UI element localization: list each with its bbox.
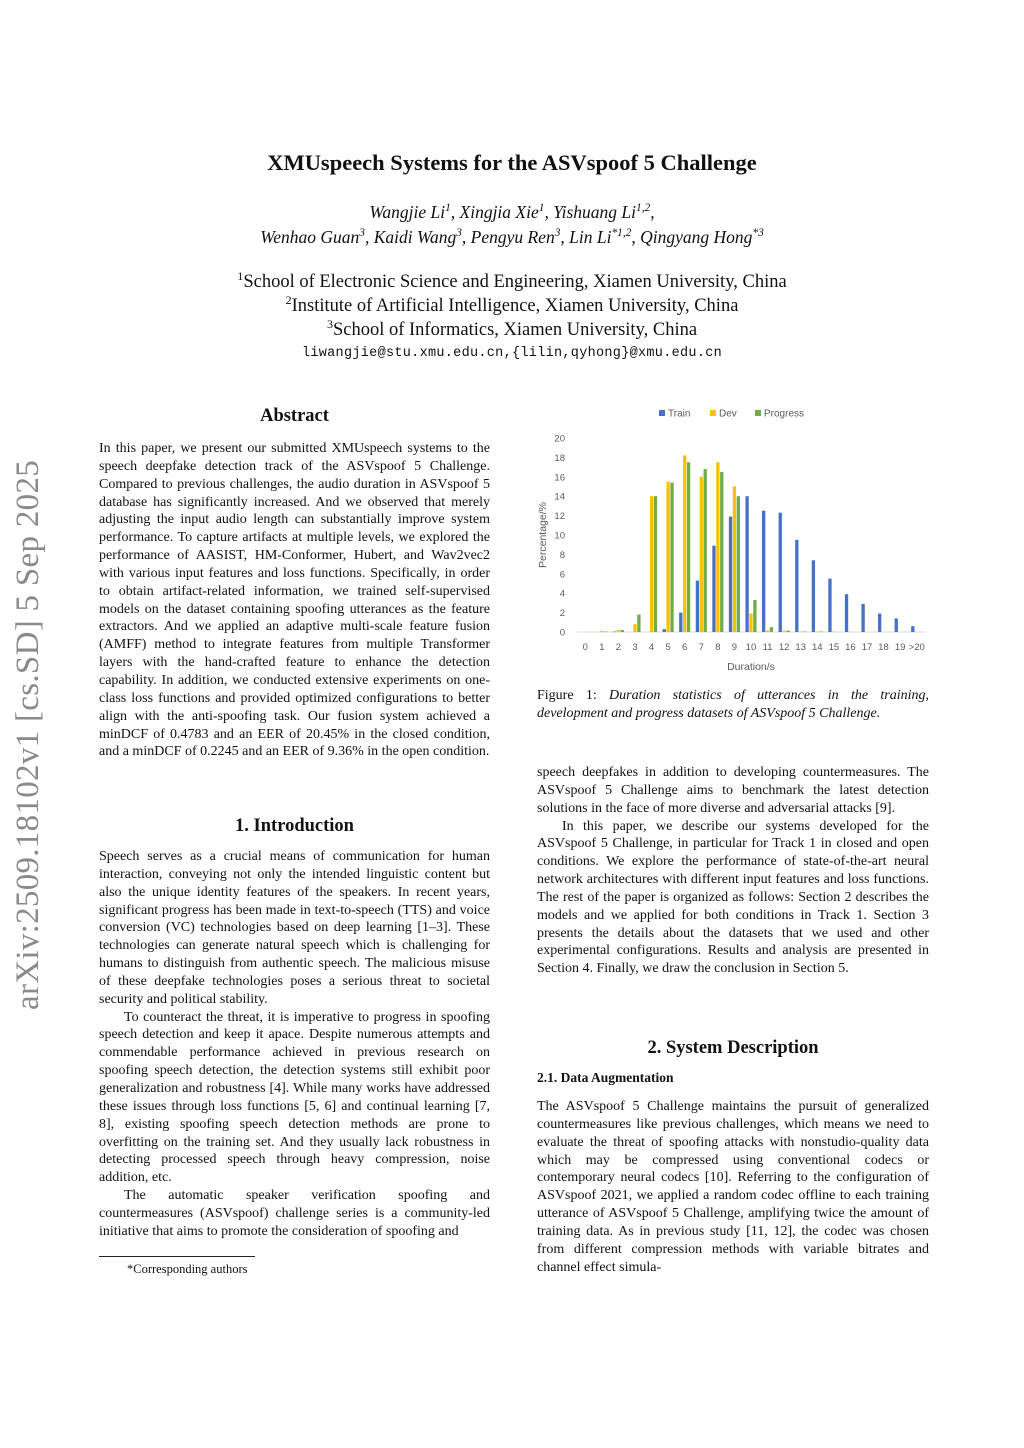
intro-paragraph-4: speech deepfakes in addition to developing countermeasures. The ASVspoof 5 Challenge aims to benchmark the latest detection solutions in the face of more diverse and adversarial attacks [9]. [537,765,929,816]
x-tick-label: 0 [582,642,588,653]
y-tick-label: 10 [554,530,565,542]
x-tick-label: 2 [615,642,622,653]
bar-train [911,626,914,632]
legend-swatch-dev [710,410,716,416]
y-tick-label: 0 [559,627,565,639]
x-tick-label: 8 [715,642,721,653]
data-augmentation-text: The ASVspoof 5 Challenge maintains the pursuit of generalized countermeasures like previous challenges, which means we need to evaluate the threat of spoofing attacks with nonstudio-quality data which may be compressed using conventional codecs or contemporary neural codecs [10]. Referring to the configuration of ASVspoof 2021, we applied a random codec offline to each training utterance of ASVspoof 5 Challenge, amplifying twice the amount of training data. As in previous study [11, 12], the codec was chosen from different compression methods with variable bitrates and channel effect simula- [537,1099,929,1275]
authors-line-1 [0,202,1024,223]
author-separator: , [450,202,460,222]
x-tick-label: 13 [795,642,806,653]
affiliation-text: School of Electronic Science and Engineering, Xiamen University, China [243,272,787,292]
section-2-heading: 2. System Description [647,1038,819,1058]
bar-train [745,496,748,632]
authors-line-2 [0,227,1024,248]
x-tick-label: 1 [599,642,605,653]
bar-dev [799,632,802,633]
bar-dev [832,632,835,633]
author-affiliation-mark: 3 [554,227,561,240]
abstract-text: In this paper, we present our submitted XMUspeech systems to the speech deepfake detection track of the ASVspoof 5 Challenge. Compared to previous challenges, the audio duration in ASVspoof 5 database has significantly increased. And we observed that merely adjusting the input audio length can substantially improve system performance. To capture artifacts at multiple levels, we explored the performance of AASIST, HM-Conformer, Hubert, and Wav2vec2 with various input features and loss functions. Specifically, in order to obtain artifact-related information, we trained self-supervised models on the dataset containing spoofing utterances as the feature extractors. And we applied an adaptive multi-scale feature fusion (AMFF) method to integrate features from multiple Transformer layers with the hand-crafted feature to enhance the detection capability. In addition, we conducted extensive experiments on one-class loss functions and provided optimized configurations to better align with the anti-spoofing task. Our fusion system achieved a minDCF of 0.4783 and an EER of 20.45% in the closed condition, and a minDCF of 0.2245 and an EER of 9.36% in the open condition. [99,441,490,760]
bar-train [613,632,616,633]
y-tick-label: 8 [559,549,565,561]
figure-caption-text: Duration statistics of utterances in the training, development and progress datasets of ASVspoof 5 Challenge. [537,688,929,721]
bar-progress [786,631,789,632]
y-tick-label: 14 [554,491,565,503]
intro-paragraph-5: In this paper, we describe our systems developed for the ASVspoof 5 Challenge, in particular for Track 1 in closed and open conditions. We explore the performance of state-of-the-art neural network architectures with different input features and loss functions. The rest of the paper is organized as follows: Section 2 describes the models and we applied for both conditions in Track 1. Section 3 presents the details about the datasets that we used and other experimental configurations. Results and analysis are presented in Section 4. Finally, we draw the conclusion in Section 5. [537,818,929,977]
introduction-heading: 1. Introduction [235,816,354,836]
abstract-heading: Abstract [260,406,329,426]
legend-label-progress: Progress [764,408,805,420]
x-tick-label: 16 [845,642,856,653]
legend-label-dev: Dev [719,408,737,420]
author-name: Lin Li [569,227,612,247]
author-separator: , [631,227,641,247]
bar-dev [816,632,819,633]
author-name: Wenhao Guan [260,227,360,247]
author-separator: , [461,227,471,247]
author-name: Kaidi Wang [373,227,457,247]
bar-train [762,511,765,632]
bar-dev [733,487,736,633]
figure-1-caption [537,687,929,723]
bar-train [696,581,699,632]
author-name: Wangjie Li [369,202,446,222]
bar-dev [700,477,703,632]
bar-progress [637,615,640,632]
bar-progress [820,632,823,633]
bar-dev [666,482,669,632]
x-tick-label: 6 [682,642,688,653]
bar-train [812,560,815,632]
bar-progress [720,472,723,632]
y-tick-label: 6 [559,569,565,581]
bar-train [663,629,666,632]
bar-train [712,546,715,632]
author-affiliation-mark: 3 [456,227,462,240]
x-tick-label: 4 [648,642,655,653]
affiliation-2 [0,292,1024,317]
x-tick-label: 3 [632,642,638,653]
bar-train [729,517,732,632]
x-tick-label: 17 [861,642,873,653]
bar-dev [633,624,636,632]
footnote: *Corresponding authors [127,1262,248,1276]
affiliation-mark: 3 [326,316,333,331]
footnote-rule [99,1256,255,1257]
subsection-2-1-body [537,1098,929,1276]
bar-train [861,604,864,632]
y-axis-label: Percentage/% [537,502,549,568]
affiliation-3 [0,316,1024,341]
figure-caption-label: Figure 1: [537,688,597,703]
author-name: Qingyang Hong [640,227,753,247]
legend-label-train: Train [668,408,691,420]
bar-progress [687,462,690,632]
legend-swatch-progress [755,410,761,416]
x-tick-label: 19 [894,642,906,653]
bar-progress [621,630,624,632]
affiliation-mark: 1 [237,268,244,283]
right-column-body [537,764,929,978]
bar-train [779,513,782,632]
author-separator: , [650,202,655,222]
bar-dev [650,496,653,632]
author-affiliation-mark: 1,2 [636,202,651,215]
bar-progress [770,627,773,632]
arxiv-side-label: arXiv:2509.18102v1 [cs.SD] 5 Sep 2025 [10,459,46,1010]
author-name: Pengyu Ren [470,227,555,247]
affiliation-text: Institute of Artificial Intelligence, Xiamen University, China [291,296,739,316]
bar-dev [617,630,620,632]
bar-progress [704,469,707,632]
author-affiliation-mark: 3 [359,227,365,240]
x-tick-label: >20 [908,642,925,653]
author-separator: , [364,227,374,247]
x-tick-label: 9 [731,642,738,653]
abstract-body [99,440,490,761]
bar-progress [604,632,607,633]
bar-dev [749,614,752,632]
y-tick-label: 16 [554,472,565,484]
bar-dev [600,631,603,632]
bar-dev [716,462,719,632]
intro-paragraph-3: The automatic speaker verification spoofing and countermeasures (ASVspoof) challenge series is a community-led initiative that aims to promote the consideration of spoofing and [99,1188,490,1239]
author-name: Xingjia Xie [459,202,539,222]
figure-1-chart [537,402,929,682]
bar-train [878,614,881,632]
author-affiliation-mark: *3 [752,227,764,240]
bar-train [795,540,798,632]
author-separator: , [560,227,570,247]
bar-progress [803,632,806,633]
y-tick-label: 20 [554,433,565,445]
introduction-body [99,848,490,1241]
bar-train [828,579,831,632]
bar-progress [737,496,740,632]
author-emails: liwangjie@stu.xmu.edu.cn,{lilin,qyhong}@xmu.edu.cn [301,346,723,361]
author-separator: , [544,202,554,222]
x-tick-label: 12 [778,642,790,653]
legend-swatch-train [659,410,665,416]
bar-dev [782,631,785,632]
author-name: Yishuang Li [553,202,637,222]
bar-progress [654,496,657,632]
bar-dev [766,631,769,632]
x-tick-label: 14 [812,642,823,653]
duration-bar-chart [537,402,929,682]
affiliation-1 [0,268,1024,293]
x-tick-label: 5 [665,642,671,653]
x-axis-label: Duration/s [727,661,775,673]
y-tick-label: 2 [559,608,565,620]
intro-paragraph-2: To counteract the threat, it is imperative to progress in spoofing speech detection and keep it apace. Despite numerous attempts and commendable performance achieved in previous research on spoofing speech detection, the detection systems still exhibit poor generalization and robustness [4]. While many works have addressed these issues through loss functions [5, 6] and continual learning [7, 8], existing spoofing speech detection methods are prone to overfitting on the training set. And they usually lack robustness in detecting processed speech through heavy compression, noise addition, etc. [99,1009,490,1186]
x-tick-label: 7 [698,642,704,653]
bar-train [895,618,898,632]
bar-dev [683,455,686,632]
paper-title: XMUspeech Systems for the ASVspoof 5 Challenge [267,150,757,175]
x-tick-label: 10 [745,642,757,653]
bar-progress [753,600,756,632]
x-tick-label: 15 [828,642,840,653]
intro-paragraph-1: Speech serves as a crucial means of communication for human interaction, conveying not only the intended linguistic content but also the unique identity features of the speakers. In recent years, significant progress has been made in text-to-speech (TTS) and voice conversion (VC) technologies based on deep learning [1–3]. These technologies can generate natural speech which is challenging for humans to distinguish from authentic speech. The malicious misuse of these deepfake technologies poses a serious threat to societal security and political stability. [99,849,490,1007]
y-tick-label: 12 [554,511,565,523]
y-tick-label: 18 [554,452,565,464]
y-tick-label: 4 [559,588,565,600]
affiliation-mark: 2 [285,292,292,307]
author-affiliation-mark: 1 [445,202,451,215]
x-tick-label: 18 [878,642,889,653]
x-tick-label: 11 [762,642,773,653]
bar-dev [849,632,852,633]
affiliation-text: School of Informatics, Xiamen University, China [332,320,698,340]
bar-progress [670,483,673,632]
author-affiliation-mark: 1 [538,202,545,215]
subsection-2-1-heading: 2.1. Data Augmentation [537,1070,674,1085]
author-affiliation-mark: *1,2 [611,227,632,240]
bar-train [679,613,682,632]
bar-train [845,594,848,632]
